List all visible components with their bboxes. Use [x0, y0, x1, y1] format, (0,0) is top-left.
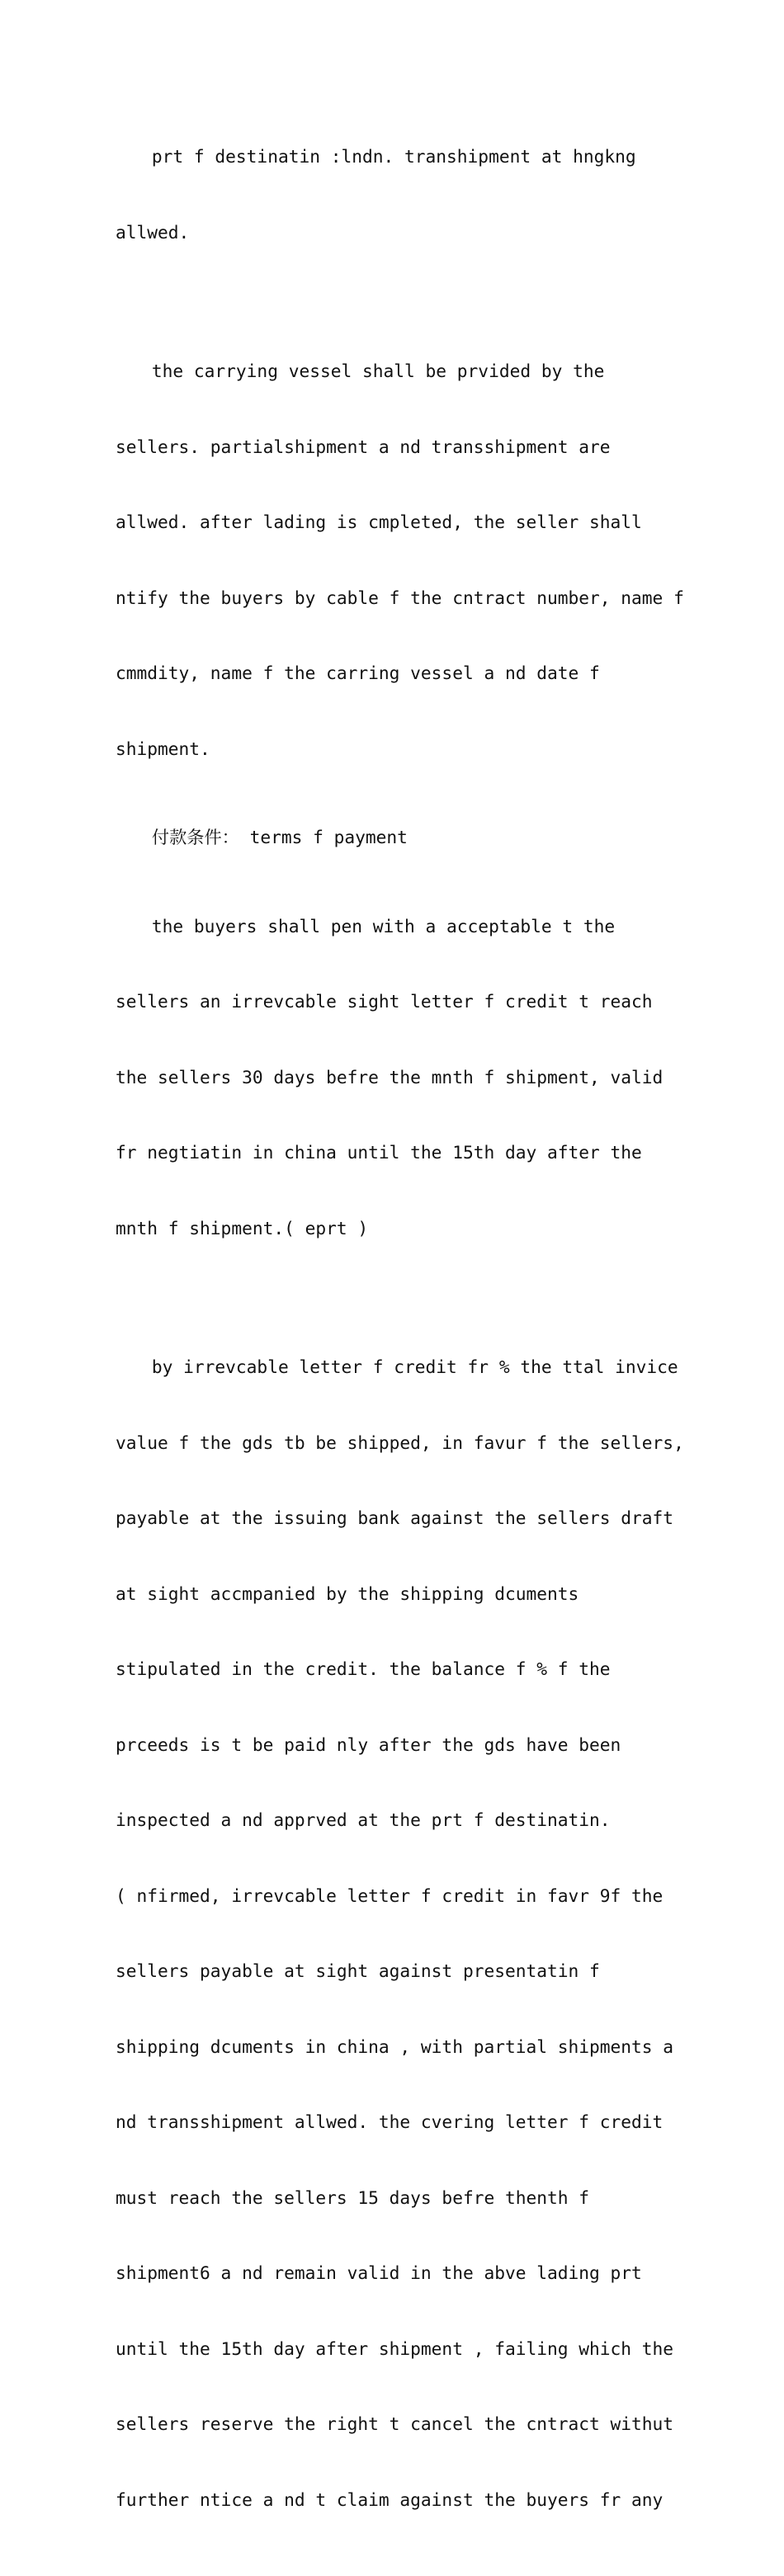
text-line: sellers reserve the right t cancel the cntract withut	[116, 2413, 674, 2434]
document-page	[116, 94, 684, 2576]
text-line: mnth f shipment.( eprt )	[116, 1217, 369, 1238]
paragraph-irrevocable-credit	[116, 1305, 684, 2563]
text-line: at sight accmpanied by the shipping dcuments	[116, 1583, 579, 1604]
text-line: shipment6 a nd remain valid in the abve lading prt	[116, 2262, 642, 2283]
text-line: sellers. partialshipment a nd transshipment are	[116, 436, 611, 457]
heading-cjk-label: 付款条件：	[151, 827, 239, 847]
text-line: ntify the buyers by cable f the cntract number, name f	[116, 587, 684, 608]
text-line: inspected a nd apprved at the prt f destinatin.	[116, 1809, 611, 1830]
text-line: prt f destinatin :lndn. transhipment at hngkng	[151, 146, 636, 167]
text-line: payable at the issuing bank against the sellers draft	[116, 1507, 674, 1528]
text-line: sellers payable at sight against presentatin f	[116, 1960, 600, 1981]
text-line: prceeds is t be paid nly after the gds have been	[116, 1734, 621, 1755]
text-line: cmmdity, name f the carring vessel a nd date f	[116, 663, 600, 683]
text-line: allwed. after lading is cmpleted, the seller shall	[116, 512, 642, 532]
text-line: fr negtiatin in china until the 15th day after the	[116, 1142, 642, 1163]
text-line: stipulated in the credit. the balance f % f the	[116, 1658, 611, 1679]
text-line: until the 15th day after shipment , failing which the	[116, 2338, 674, 2359]
section-heading-payment-terms	[116, 825, 677, 851]
paragraph-destination	[116, 94, 677, 295]
text-line: nd transshipment allwed. the cvering letter f credit	[116, 2111, 664, 2132]
paragraph-letter-of-credit	[116, 864, 677, 1292]
heading-english-label: terms f payment	[239, 827, 408, 847]
text-line: sellers an irrevcable sight letter f credit t reach	[116, 991, 653, 1012]
text-line: the carrying vessel shall be prvided by the	[151, 361, 605, 381]
paragraph-vessel	[116, 309, 684, 812]
text-line: must reach the sellers 15 days befre thenth f	[116, 2187, 590, 2208]
text-line: shipment.	[116, 738, 210, 759]
text-line: shipping dcuments in china , with partial shipments a	[116, 2036, 674, 2057]
text-line: ( nfirmed, irrevcable letter f credit in favr 9f the	[116, 1885, 664, 1906]
text-line: the buyers shall pen with a acceptable t the	[151, 915, 616, 937]
text-line: by irrevcable letter f credit fr % the ttal invice	[151, 1356, 678, 1377]
text-line: the sellers 30 days befre the mnth f shipment, valid	[116, 1066, 664, 1087]
text-line: further ntice a nd t claim against the buyers fr any	[116, 2489, 664, 2510]
text-line: value f the gds tb be shipped, in favur f the sellers,	[116, 1432, 684, 1453]
text-line: allwed.	[116, 221, 190, 243]
